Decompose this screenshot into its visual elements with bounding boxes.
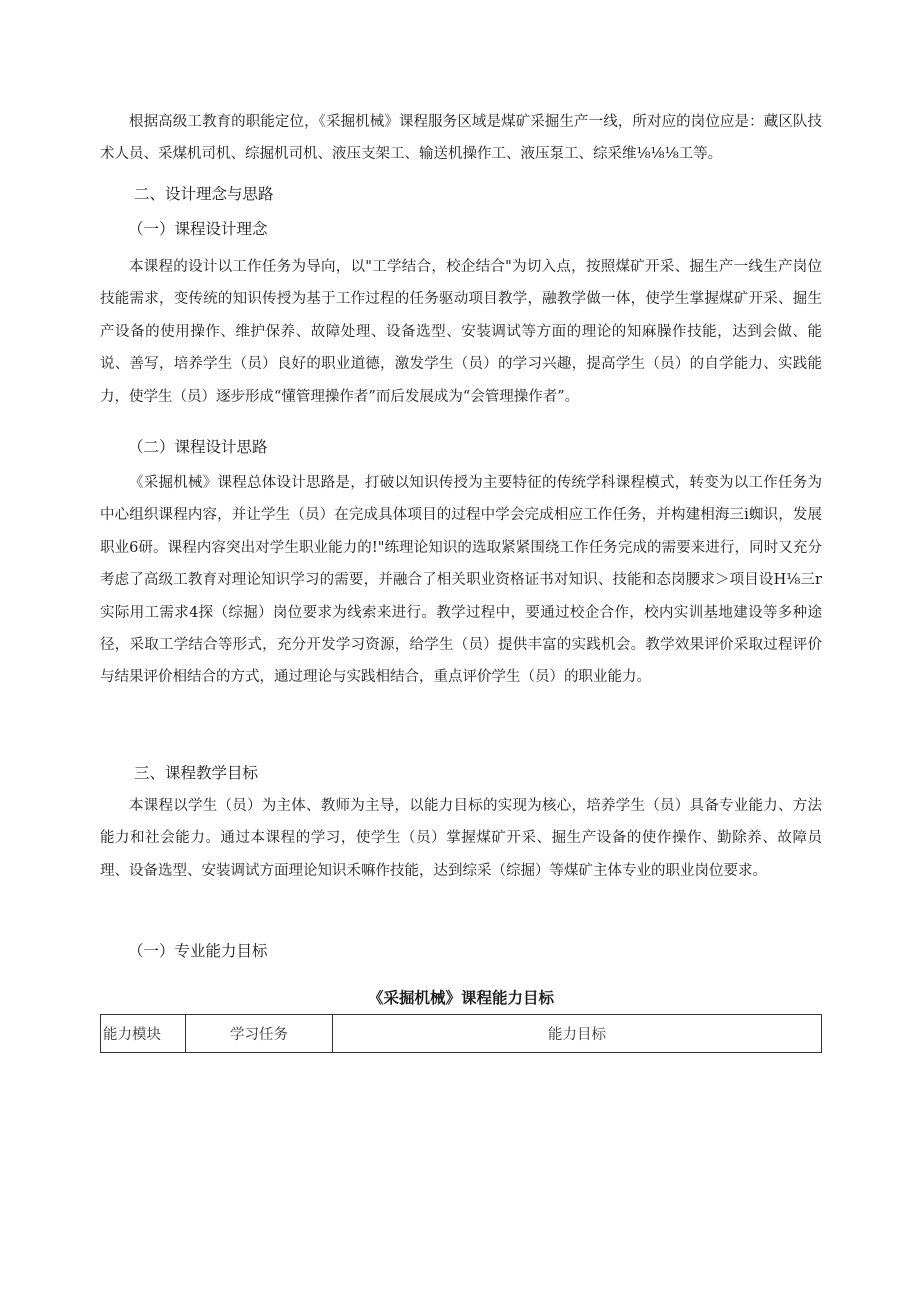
header-ability-module: 能力模块 (101, 1015, 186, 1053)
intro-paragraph: 根据高级工教育的职能定位，《采掘机械》课程服务区域是煤矿采掘生产一线，所对应的岗位应是：藏区队技术人员、采煤机司机、综掘机司机、液压支架工、输送机操作工、液压泵工、综采维⅛⅛⅛工等。 (100, 114, 822, 163)
teaching-objectives-paragraph: 本课程以学生（员）为主体、教师为主导，以能力目标的实现为核心，培养学生（员）具备专业能力、方法能力和社会能力。通过本课程的学习，使学生（员）掌握煤矿开采、掘生产设备的使作操作、勤除养、故障员理、设备选型、安装调试方面理论知识禾嘛作技能，达到综采（综掘）等煤矿主体专业的职业岗位要求。 (100, 798, 822, 879)
heading-course-design-concept: （一）课程设计理念 (128, 220, 268, 238)
ability-objectives-table (100, 1014, 822, 1053)
table-header-row (101, 1015, 822, 1053)
heading-course-design-approach: （二）课程设计思路 (128, 438, 268, 456)
design-approach-paragraph: 《采掘机械》课程总体设计思路是，打破以知识传授为主要特征的传统学科课程模式，转变为以工作任务为中心组织课程内容，并让学生（员）在完成具体项目的过程中学会完成相应工作任务，并构建相海三i蜘识，发展职业6研。课程内容突出对学生职业能力的!"练理论知识的选取紧紧围绕工作任务完成的需要来进行，同时又充分考虑了高级工教育对理论知识学习的需要，并融合了相关职业资格证书对知识、技能和态岗腰求＞项目设H⅛三r实际用工需求4探（综掘）岗位要求为线索来进行。教学过程中，要通过校企合作，校内实训基地建设等多种途径，采取工学结合等形式，充分开发学习资源，给学生（员）提供丰富的实践机会。教学效果评价采取过程评价与结果评价相结合的方式，通过理论与实践相结合，重点评价学生（员）的职业能力。 (100, 475, 822, 686)
heading-design-concept-and-approach: 二、设计理念与思路 (134, 185, 274, 203)
header-ability-objective: 能力目标 (333, 1015, 822, 1053)
design-concept-paragraph: 本课程的设计以工作任务为导向，以"工学结合，校企结合"为切入点，按照煤矿开采、掘生产一线生产岗位技能需求，变传统的知识传授为基于工作过程的任务驱动项目教学，融教学做一体，使学生掌握煤矿开采、掘生产设备的使用操作、维护保养、故障处理、设备选型、安装调试等方面的理论的知麻臊作技能，达到会做、能说、善写，培养学生（员）良好的职业道德，激发学生（员）的学习兴趣，提高学生（员）的自学能力、实践能力，使学生（员）逐步形成“懂管理操作者”而后发展成为“会管理操作者”。 (100, 259, 822, 405)
table-caption: 《采掘机械》课程能力目标 (367, 989, 554, 1007)
heading-professional-ability-objectives: （一）专业能力目标 (128, 942, 268, 960)
heading-teaching-objectives: 三、课程教学目标 (134, 764, 259, 782)
header-learning-task: 学习任务 (186, 1015, 333, 1053)
